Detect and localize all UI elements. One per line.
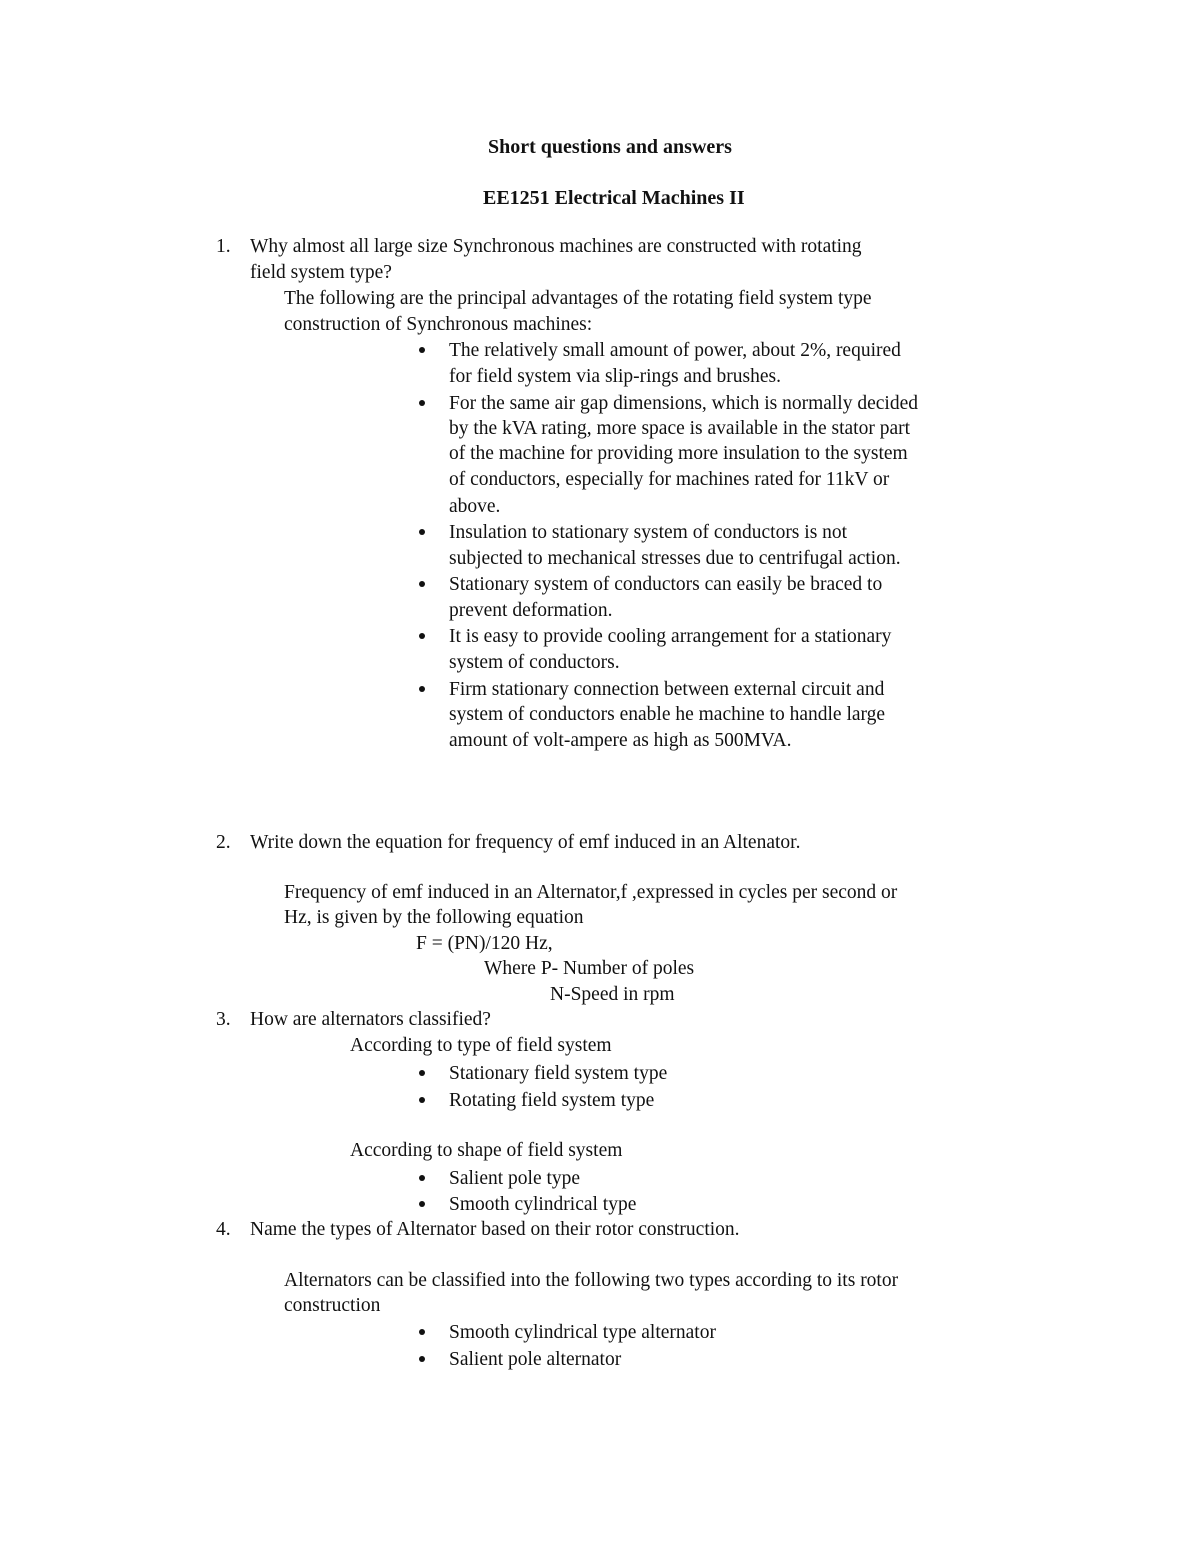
question-text: Name the types of Alternator based on their rotor construction. [250,1219,740,1240]
bullet-text: Insulation to stationary system of conductors is not [449,522,848,543]
answer-text: Hz, is given by the following equation [284,907,584,928]
answer-text: construction [284,1295,381,1316]
bullet-icon [419,529,425,535]
bullet-text: above. [449,496,501,517]
bullet-icon [419,1097,425,1103]
bullet-icon [419,581,425,587]
bullet-icon [419,686,425,692]
document-subtitle: EE1251 Electrical Machines II [483,187,745,209]
bullet-text: of conductors, especially for machines rated for 11kV or [449,469,890,490]
question-number: 2. [216,832,231,853]
bullet-icon [419,1356,425,1362]
bullet-text: prevent deformation. [449,600,613,621]
bullet-text: Rotating field system type [449,1090,655,1111]
bullet-icon [419,1329,425,1335]
bullet-text: amount of volt-ampere as high as 500MVA. [449,730,792,751]
question-number: 1. [216,236,231,257]
bullet-text: Stationary system of conductors can easily be braced to [449,574,883,595]
bullet-text: Stationary field system type [449,1063,668,1084]
bullet-text: by the kVA rating, more space is available in the stator part [449,418,911,439]
bullet-text: Salient pole type [449,1168,581,1189]
question-text: How are alternators classified? [250,1009,491,1030]
bullet-text: For the same air gap dimensions, which is normally decided [449,393,918,414]
bullet-text: system of conductors enable he machine to handle large [449,704,886,725]
bullet-icon [419,347,425,353]
bullet-icon [419,1070,425,1076]
bullet-text: for field system via slip-rings and brushes. [449,366,781,387]
bullet-icon [419,1201,425,1207]
question-number: 3. [216,1009,231,1030]
equation-where-p: Where P- Number of poles [484,958,695,979]
answer-text: construction of Synchronous machines: [284,314,593,335]
bullet-text: Salient pole alternator [449,1349,622,1370]
answer-text: Alternators can be classified into the following two types according to its rotor [284,1270,899,1291]
bullet-text: Smooth cylindrical type [449,1194,637,1215]
bullet-icon [419,1175,425,1181]
equation: F = (PN)/120 Hz, [416,933,553,954]
bullet-text: Firm stationary connection between external circuit and [449,679,885,700]
bullet-icon [419,400,425,406]
bullet-text: Smooth cylindrical type alternator [449,1322,716,1343]
bullet-text: of the machine for providing more insulation to the system [449,443,908,464]
answer-text: Frequency of emf induced in an Alternator,f ,expressed in cycles per second or [284,882,898,903]
equation-where-n: N-Speed in rpm [550,984,675,1005]
group-label: According to type of field system [350,1035,612,1056]
question-text: field system type? [250,262,392,283]
question-text: Why almost all large size Synchronous machines are constructed with rotating [250,236,862,257]
bullet-text: It is easy to provide cooling arrangement for a stationary [449,626,892,647]
bullet-text: system of conductors. [449,652,620,673]
bullet-icon [419,633,425,639]
bullet-text: The relatively small amount of power, about 2%, required [449,340,901,361]
question-text: Write down the equation for frequency of emf induced in an Altenator. [250,832,801,853]
document-title: Short questions and answers [488,136,732,158]
question-number: 4. [216,1219,231,1240]
group-label: According to shape of field system [350,1140,623,1161]
bullet-text: subjected to mechanical stresses due to centrifugal action. [449,548,901,569]
answer-text: The following are the principal advantages of the rotating field system type [284,288,872,309]
